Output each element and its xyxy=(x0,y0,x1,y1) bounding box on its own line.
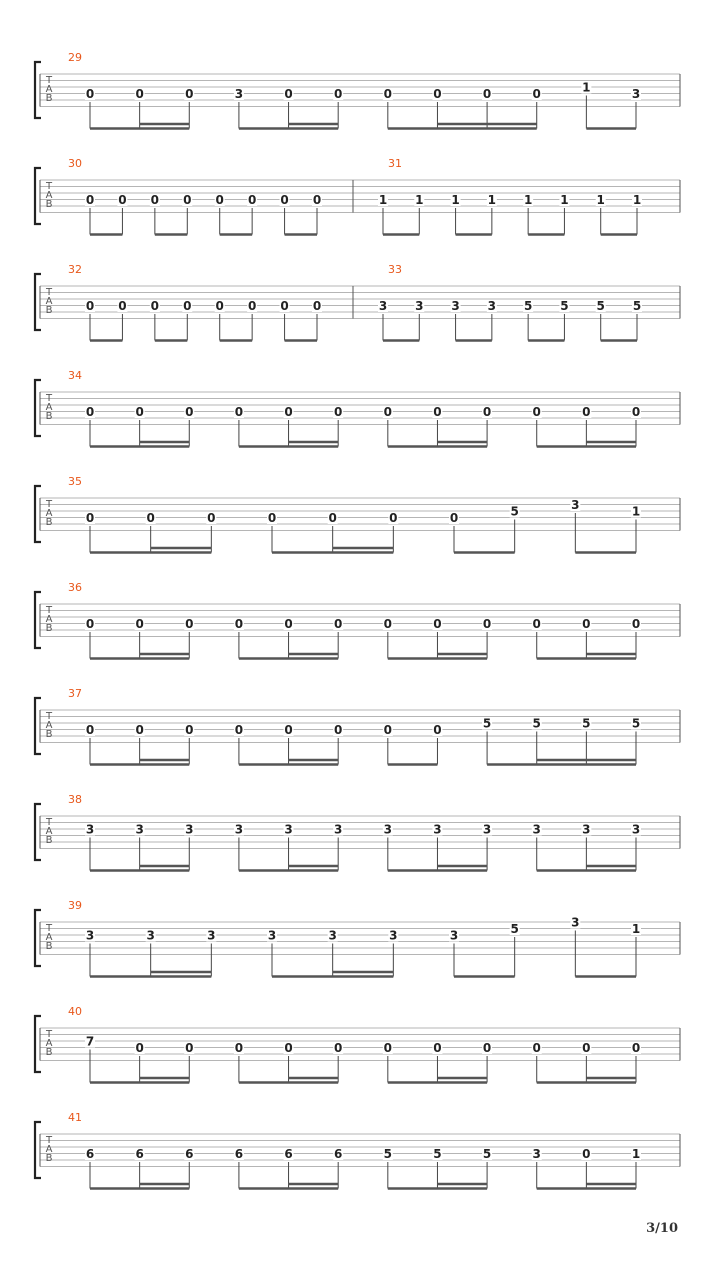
fret-number: 0 xyxy=(280,193,289,207)
tab-system xyxy=(35,581,680,659)
fret-number: 7 xyxy=(85,1034,95,1049)
fret-number: 5 xyxy=(532,716,541,731)
fret-number: 1 xyxy=(631,922,641,936)
tab-system xyxy=(35,475,680,553)
fret-number: 3 xyxy=(334,822,343,837)
fret-number: 0 xyxy=(135,617,144,631)
fret-number: 3 xyxy=(487,299,497,313)
tab-clef-letter: T xyxy=(45,499,53,510)
fret-number: 3 xyxy=(415,299,424,313)
fret-number: 0 xyxy=(433,1041,442,1055)
tab-system xyxy=(35,157,680,235)
tab-clef-letter: B xyxy=(45,1047,53,1058)
fret-number: 0 xyxy=(118,193,127,207)
fret-number: 0 xyxy=(532,1041,541,1055)
fret-number: 5 xyxy=(383,1147,392,1161)
fret-number: 0 xyxy=(582,617,591,631)
fret-number: 3 xyxy=(631,87,641,101)
fret-number: 1 xyxy=(582,80,591,95)
fret-number: 3 xyxy=(85,928,95,943)
measure-number: 39 xyxy=(68,899,82,912)
fret-number: 0 xyxy=(135,723,144,737)
fret-number: 0 xyxy=(185,723,194,737)
fret-number: 3 xyxy=(284,822,293,837)
fret-number: 0 xyxy=(85,405,95,419)
tab-clef-letter: B xyxy=(45,199,53,210)
fret-number: 0 xyxy=(85,193,95,207)
fret-number: 0 xyxy=(135,405,144,419)
fret-number: 0 xyxy=(135,1041,144,1055)
tab-clef-letter: B xyxy=(45,305,53,316)
fret-number: 0 xyxy=(482,617,492,631)
tab-clef-letter: B xyxy=(45,93,53,104)
tab-clef-letter: A xyxy=(45,720,53,731)
measure-number: 30 xyxy=(68,157,82,170)
fret-number: 3 xyxy=(482,822,492,837)
fret-number: 0 xyxy=(334,405,343,419)
fret-number: 1 xyxy=(487,193,497,207)
fret-number: 0 xyxy=(334,87,343,101)
fret-number: 0 xyxy=(433,87,442,101)
tab-clef-letter: T xyxy=(45,817,53,828)
fret-number: 1 xyxy=(523,193,533,207)
tab-clef-letter: A xyxy=(45,508,53,519)
tab-clef-letter: T xyxy=(45,287,53,298)
tab-clef-letter: A xyxy=(45,1144,53,1155)
tab-clef-letter: A xyxy=(45,826,53,837)
fret-number: 0 xyxy=(631,617,641,631)
measure-number: 31 xyxy=(388,157,402,170)
measure-number: 34 xyxy=(68,369,82,382)
fret-number: 0 xyxy=(183,299,192,313)
fret-number: 0 xyxy=(532,617,541,631)
fret-number: 0 xyxy=(284,405,293,419)
fret-number: 0 xyxy=(433,405,442,419)
fret-number: 3 xyxy=(85,822,95,837)
fret-number: 0 xyxy=(85,511,95,525)
fret-number: 0 xyxy=(135,87,144,101)
fret-number: 3 xyxy=(449,928,459,943)
fret-number: 5 xyxy=(523,299,533,313)
fret-number: 3 xyxy=(185,822,194,837)
page-number: 3/10 xyxy=(646,1221,678,1236)
fret-number: 3 xyxy=(389,928,398,943)
fret-number: 3 xyxy=(135,822,144,837)
fret-number: 0 xyxy=(582,405,591,419)
fret-number: 0 xyxy=(433,617,442,631)
fret-number: 1 xyxy=(415,193,424,207)
fret-number: 0 xyxy=(85,87,95,101)
fret-number: 3 xyxy=(451,299,460,313)
fret-number: 0 xyxy=(234,1041,244,1055)
fret-number: 5 xyxy=(631,716,641,731)
fret-number: 6 xyxy=(135,1147,144,1161)
fret-number: 0 xyxy=(85,299,95,313)
tab-clef-letter: B xyxy=(45,835,53,846)
fret-number: 1 xyxy=(451,193,460,207)
fret-number: 3 xyxy=(267,928,277,943)
tab-clef-letter: T xyxy=(45,711,53,722)
tab-clef-letter: B xyxy=(45,941,53,952)
fret-number: 1 xyxy=(378,193,388,207)
fret-number: 0 xyxy=(532,405,541,419)
measure-number: 32 xyxy=(68,263,82,276)
fret-number: 5 xyxy=(582,716,591,731)
fret-number: 1 xyxy=(631,504,641,519)
fret-number: 0 xyxy=(284,617,293,631)
fret-number: 0 xyxy=(85,723,95,737)
measure-number: 35 xyxy=(68,475,82,488)
measure-number: 36 xyxy=(68,581,82,594)
tab-clef-letter: T xyxy=(45,605,53,616)
fret-number: 0 xyxy=(582,1147,591,1161)
fret-number: 0 xyxy=(247,193,257,207)
tab-clef-letter: B xyxy=(45,623,53,634)
fret-number: 3 xyxy=(532,1147,541,1161)
fret-number: 3 xyxy=(383,822,392,837)
tab-clef-letter: A xyxy=(45,1038,53,1049)
fret-number: 1 xyxy=(560,193,569,207)
fret-number: 0 xyxy=(383,723,392,737)
fret-number: 5 xyxy=(433,1147,442,1161)
fret-number: 0 xyxy=(383,617,392,631)
fret-number: 0 xyxy=(284,1041,293,1055)
tab-system xyxy=(35,263,680,341)
tab-clef-letter: B xyxy=(45,411,53,422)
fret-number: 6 xyxy=(234,1147,244,1161)
fret-number: 0 xyxy=(185,617,194,631)
tab-clef-letter: T xyxy=(45,181,53,192)
fret-number: 1 xyxy=(631,1147,641,1161)
measure-number: 38 xyxy=(68,793,82,806)
fret-number: 0 xyxy=(312,299,322,313)
fret-number: 0 xyxy=(312,193,322,207)
fret-number: 0 xyxy=(215,299,224,313)
fret-number: 0 xyxy=(433,723,442,737)
tab-clef-letter: T xyxy=(45,1029,53,1040)
fret-number: 0 xyxy=(482,87,492,101)
tab-clef-letter: A xyxy=(45,932,53,943)
tab-system xyxy=(35,687,680,765)
fret-number: 6 xyxy=(284,1147,293,1161)
fret-number: 6 xyxy=(85,1147,95,1161)
tab-system xyxy=(35,369,680,447)
fret-number: 3 xyxy=(433,822,442,837)
fret-number: 3 xyxy=(571,498,580,512)
fret-number: 5 xyxy=(482,716,492,731)
fret-number: 0 xyxy=(383,87,392,101)
fret-number: 3 xyxy=(582,822,591,837)
fret-number: 0 xyxy=(334,1041,343,1055)
fret-number: 0 xyxy=(449,511,459,525)
tab-clef-letter: B xyxy=(45,1153,53,1164)
fret-number: 5 xyxy=(560,299,569,313)
tab-clef-letter: T xyxy=(45,393,53,404)
fret-number: 0 xyxy=(185,405,194,419)
measure-number: 41 xyxy=(68,1111,82,1124)
fret-number: 0 xyxy=(328,511,337,525)
fret-number: 0 xyxy=(234,723,244,737)
fret-number: 3 xyxy=(146,928,155,943)
fret-number: 3 xyxy=(207,928,216,943)
fret-number: 0 xyxy=(280,299,289,313)
fret-number: 5 xyxy=(510,922,519,936)
fret-number: 5 xyxy=(596,299,605,313)
tab-clef-letter: B xyxy=(45,517,53,528)
fret-number: 3 xyxy=(328,928,337,943)
measure-number: 40 xyxy=(68,1005,82,1018)
tab-clef-letter: A xyxy=(45,296,53,307)
tab-clef-letter: A xyxy=(45,84,53,95)
tab-clef-letter: T xyxy=(45,1135,53,1146)
fret-number: 0 xyxy=(482,1041,492,1055)
fret-number: 0 xyxy=(389,511,398,525)
fret-number: 3 xyxy=(234,87,244,101)
tab-system xyxy=(35,793,680,871)
fret-number: 0 xyxy=(146,511,155,525)
fret-number: 0 xyxy=(482,405,492,419)
fret-number: 3 xyxy=(532,822,541,837)
fret-number: 0 xyxy=(150,193,160,207)
fret-number: 0 xyxy=(207,511,216,525)
fret-number: 0 xyxy=(185,1041,194,1055)
tab-system xyxy=(35,51,680,129)
fret-number: 0 xyxy=(267,511,277,525)
fret-number: 0 xyxy=(247,299,257,313)
fret-number: 0 xyxy=(185,87,194,101)
fret-number: 3 xyxy=(631,822,641,837)
tab-system xyxy=(35,1005,680,1083)
fret-number: 5 xyxy=(632,299,642,313)
fret-number: 6 xyxy=(334,1147,343,1161)
fret-number: 0 xyxy=(334,617,343,631)
fret-number: 0 xyxy=(334,723,343,737)
measure-number: 37 xyxy=(68,687,82,700)
fret-number: 0 xyxy=(215,193,224,207)
fret-number: 0 xyxy=(532,87,541,101)
fret-number: 3 xyxy=(378,299,388,313)
tab-clef-letter: T xyxy=(45,75,53,86)
fret-number: 0 xyxy=(234,405,244,419)
fret-number: 0 xyxy=(150,299,160,313)
measure-number: 33 xyxy=(388,263,402,276)
measure-number: 29 xyxy=(68,51,82,64)
fret-number: 0 xyxy=(284,87,293,101)
tab-clef-letter: A xyxy=(45,190,53,201)
fret-number: 1 xyxy=(596,193,605,207)
fret-number: 6 xyxy=(185,1147,194,1161)
fret-number: 3 xyxy=(234,822,244,837)
fret-number: 0 xyxy=(383,405,392,419)
tab-clef-letter: A xyxy=(45,614,53,625)
fret-number: 1 xyxy=(632,193,642,207)
tab-system xyxy=(35,1111,680,1189)
tab-clef-letter: B xyxy=(45,729,53,740)
fret-number: 3 xyxy=(571,915,580,930)
fret-number: 5 xyxy=(482,1147,492,1161)
fret-number: 5 xyxy=(510,504,519,519)
fret-number: 0 xyxy=(631,405,641,419)
fret-number: 0 xyxy=(234,617,244,631)
fret-number: 0 xyxy=(383,1041,392,1055)
fret-number: 0 xyxy=(582,1041,591,1055)
fret-number: 0 xyxy=(631,1041,641,1055)
tab-clef-letter: A xyxy=(45,402,53,413)
tab-clef-letter: T xyxy=(45,923,53,934)
fret-number: 0 xyxy=(284,723,293,737)
tab-system xyxy=(35,899,680,977)
fret-number: 0 xyxy=(85,617,95,631)
fret-number: 0 xyxy=(183,193,192,207)
fret-number: 0 xyxy=(118,299,127,313)
